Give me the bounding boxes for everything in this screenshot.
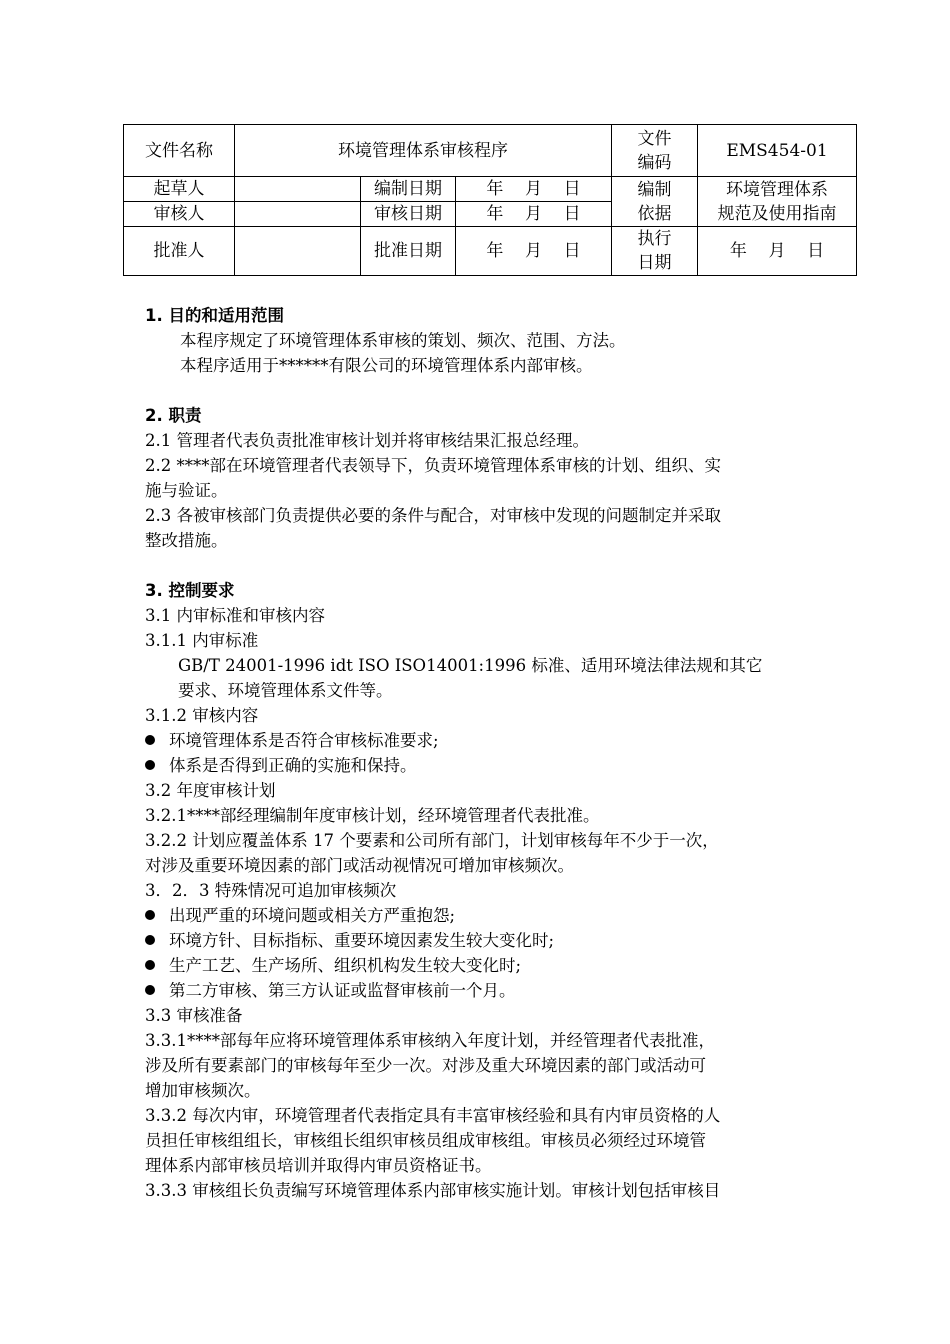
paragraph: 要求、环境管理体系文件等。 (178, 681, 393, 700)
bullet-icon (145, 910, 155, 920)
paragraph: 2.1 管理者代表负责批准审核计划并将审核结果汇报总经理。 (145, 431, 589, 450)
list-item (145, 754, 417, 778)
approve-date-label: 批准日期 (374, 241, 442, 261)
paragraph: 2.3 各被审核部门负责提供必要的条件与配合，对审核中发现的问题制定并采取 (145, 506, 721, 525)
section-2-title: 2. 职责 (145, 406, 202, 425)
reviewer-value (235, 202, 360, 226)
basis-value-line: 环境管理体系 (726, 179, 828, 200)
bullet-icon (145, 760, 155, 770)
basis-value (698, 177, 856, 226)
list-item-text: 体系是否得到正确的实施和保持。 (169, 756, 417, 775)
basis-value-line: 规范及使用指南 (717, 203, 837, 224)
review-date-value: 年 月 日 (486, 204, 581, 224)
approve-date-value: 年 月 日 (486, 241, 581, 261)
subsection-title: 3.3 审核准备 (145, 1006, 243, 1025)
paragraph: 员担任审核组组长，审核组长组织审核员组成审核组。审核员必须经过环境管 (145, 1131, 706, 1150)
doc-code-label (612, 125, 697, 176)
subsection-title: 3．2．3 特殊情况可追加审核频次 (145, 881, 397, 900)
paragraph: 3.2.1****部经理编制年度审核计划，经环境管理者代表批准。 (145, 806, 600, 825)
doc-code-label-line: 编码 (637, 152, 672, 173)
list-item (145, 729, 439, 753)
doc-code-value: EMS454-01 (726, 140, 828, 161)
subsection-title: 3.1.1 内审标准 (145, 631, 259, 650)
subsection-title: 3.1 内审标准和审核内容 (145, 606, 325, 625)
list-item (145, 954, 521, 978)
table-border-right (856, 124, 857, 276)
list-item-text: 环境方针、目标指标、重要环境因素发生较大变化时; (169, 931, 555, 950)
compile-date-label: 编制日期 (374, 179, 442, 199)
compile-date-value: 年 月 日 (486, 179, 581, 199)
exec-date-label (612, 227, 697, 275)
paragraph: 2.2 ****部在环境管理者代表领导下，负责环境管理体系审核的计划、组织、实 (145, 456, 721, 475)
paragraph: 本程序规定了环境管理体系审核的策划、频次、范围、方法。 (180, 331, 626, 350)
document-header-table (123, 124, 857, 276)
paragraph: 整改措施。 (145, 531, 228, 550)
reviewer-label: 审核人 (153, 204, 205, 224)
paragraph: 3.2.2 计划应覆盖体系 17 个要素和公司所有部门，计划审核每年不少于一次， (145, 831, 719, 850)
paragraph: 3.3.2 每次内审，环境管理者代表指定具有丰富审核经验和具有内审员资格的人 (145, 1106, 721, 1125)
drafter-label: 起草人 (153, 179, 205, 199)
bullet-icon (145, 960, 155, 970)
bullet-icon (145, 985, 155, 995)
section-1-title: 1. 目的和适用范围 (145, 306, 284, 325)
review-date-label: 审核日期 (374, 204, 442, 224)
basis-label (612, 177, 697, 226)
paragraph: 3.3.1****部每年应将环境管理体系审核纳入年度计划，并经管理者代表批准， (145, 1031, 715, 1050)
list-item-text: 生产工艺、生产场所、组织机构发生较大变化时; (169, 956, 522, 975)
paragraph: 理体系内部审核员培训并取得内审员资格证书。 (145, 1156, 492, 1175)
doc-name-value: 环境管理体系审核程序 (338, 140, 508, 161)
doc-code-label-line: 文件 (637, 128, 672, 149)
doc-name-label: 文件名称 (145, 140, 213, 161)
basis-label-line: 依据 (637, 203, 672, 224)
approver-value (235, 227, 360, 275)
exec-date-label-line: 执行 (637, 229, 672, 249)
subsection-title: 3.2 年度审核计划 (145, 781, 276, 800)
drafter-value (235, 177, 360, 201)
approver-label: 批准人 (153, 241, 205, 261)
list-item (145, 929, 554, 953)
section-3-title: 3. 控制要求 (145, 581, 235, 600)
list-item (145, 979, 516, 1003)
bullet-icon (145, 935, 155, 945)
paragraph: 对涉及重要环境因素的部门或活动视情况可增加审核频次。 (145, 856, 574, 875)
paragraph: 涉及所有要素部门的审核每年至少一次。对涉及重大环境因素的部门或活动可 (145, 1056, 706, 1075)
exec-date-label-line: 日期 (637, 253, 672, 273)
exec-date-value: 年 月 日 (729, 241, 825, 261)
list-item-text: 环境管理体系是否符合审核标准要求; (169, 731, 439, 750)
paragraph: GB/T 24001-1996 idt ISO ISO14001:1996 标准、适用环境法律法规和其它 (178, 656, 763, 675)
list-item-text: 出现严重的环境问题或相关方严重抱怨; (169, 906, 456, 925)
paragraph: 本程序适用于******有限公司的环境管理体系内部审核。 (180, 356, 593, 375)
list-item (145, 904, 455, 928)
basis-label-line: 编制 (637, 179, 672, 200)
subsection-title: 3.1.2 审核内容 (145, 706, 259, 725)
paragraph: 3.3.3 审核组长负责编写环境管理体系内部审核实施计划。审核计划包括审核目 (145, 1181, 721, 1200)
list-item-text: 第二方审核、第三方认证或监督审核前一个月。 (169, 981, 516, 1000)
paragraph: 增加审核频次。 (145, 1081, 261, 1100)
paragraph: 施与验证。 (145, 481, 228, 500)
bullet-icon (145, 735, 155, 745)
